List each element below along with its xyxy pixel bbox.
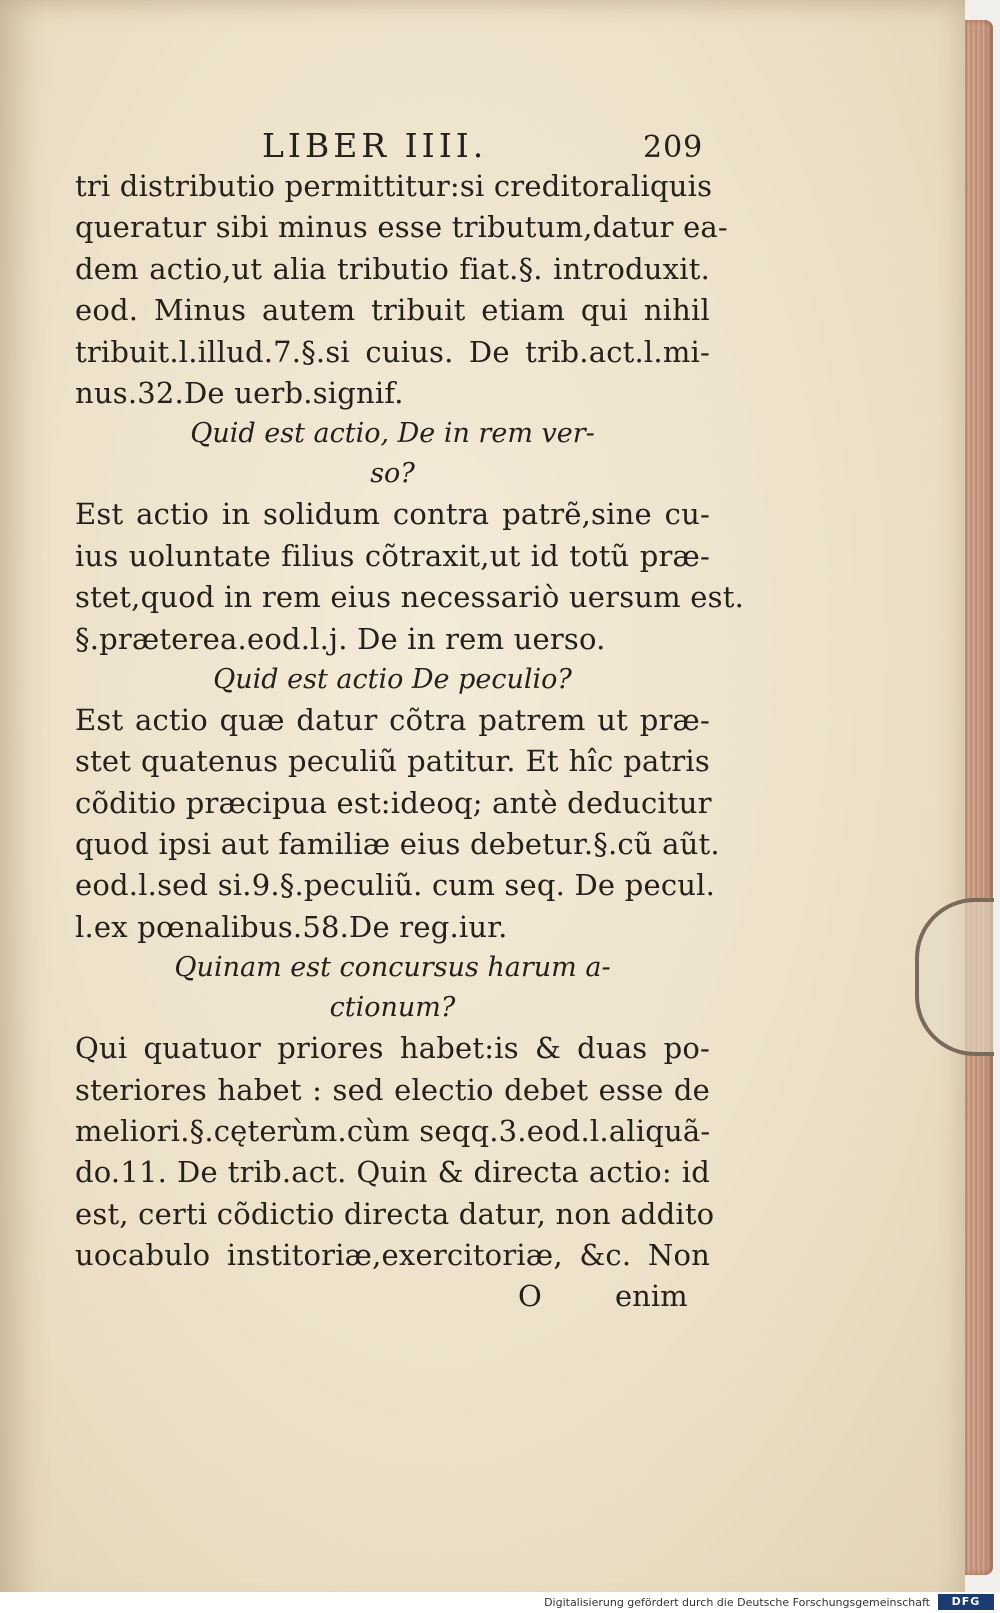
text-line: eod. Minus autem tribuit etiam qui nihil: [75, 293, 710, 328]
dfg-logo: DFG: [938, 1594, 994, 1610]
text-line: do.11. De trib.act. Quin & directa actio: id: [75, 1155, 710, 1190]
catchword: enim: [615, 1278, 688, 1313]
text-line: nus.32.De uerb.signif.: [75, 375, 404, 410]
text-line: est, certi cõdictio directa datur, non addito: [75, 1196, 715, 1231]
text-line: ius uoluntate filius cõtraxit,ut id totũ præ-: [75, 538, 710, 573]
digitization-footer: [0, 1592, 1000, 1613]
text-line: l.ex pœnalibus.58.De reg.iur.: [75, 909, 508, 944]
rubric-heading: so?: [370, 458, 415, 490]
text-line: Est actio quæ datur cõtra patrem ut præ-: [75, 702, 710, 737]
text-block: [75, 118, 744, 1321]
rubric-heading: ctionum?: [329, 992, 456, 1024]
folio-number: 209: [643, 130, 704, 165]
text-line: meliori.§.cęterùm.cùm seqq.3.eod.l.aliquã-: [75, 1114, 711, 1149]
text-line: Qui quatuor priores habet:is & duas po-: [75, 1031, 710, 1066]
text-line: eod.l.sed si.9.§.peculiũ. cum seq. De pecul.: [75, 868, 716, 903]
text-line: stet,quod in rem eius necessariò uersum est.: [75, 580, 744, 615]
text-line: stet quatenus peculiũ patitur. Et hîc patris: [75, 744, 710, 779]
text-line: tribuit.l.illud.7.§.si cuius. De trib.act.l.mi-: [75, 334, 710, 369]
text-line: quod ipsi aut familiæ eius debetur.§.cũ aũt.: [75, 827, 720, 862]
clasp-ribbon: [915, 898, 994, 1056]
running-title: LIBER IIII.: [262, 126, 488, 165]
page-header: [75, 118, 710, 166]
rubric-heading: Quid est actio, De in rem ver-: [190, 418, 595, 450]
rubric-heading: Quinam est concursus harum a-: [174, 952, 611, 984]
text-line: §.præterea.eod.l.j. De in rem uerso.: [75, 621, 606, 656]
text-line: Est actio in solidum contra patrẽ,sine cu-: [75, 497, 710, 532]
catchline: [75, 1277, 710, 1321]
funding-credit: Digitalisierung gefördert durch die Deutsche Forschungsgemeinschaft: [544, 1596, 930, 1609]
text-line: cõditio præcipua est:ideoq; antè deducitur: [75, 785, 712, 820]
text-line: dem actio,ut alia tributio fiat.§. introduxit.: [75, 251, 710, 286]
text-line: tri distributio permittitur:si creditoraliquis: [75, 169, 713, 203]
text-line: uocabulo institoriæ,exercitoriæ, &c. Non: [75, 1238, 710, 1273]
rubric-heading: Quid est actio De peculio?: [213, 663, 572, 695]
text-line: steriores habet : sed electio debet esse de: [75, 1072, 710, 1107]
page-fore-edge: [965, 20, 993, 1575]
signature-mark: O: [518, 1278, 542, 1313]
text-line: queratur sibi minus esse tributum,datur ea-: [75, 210, 728, 245]
